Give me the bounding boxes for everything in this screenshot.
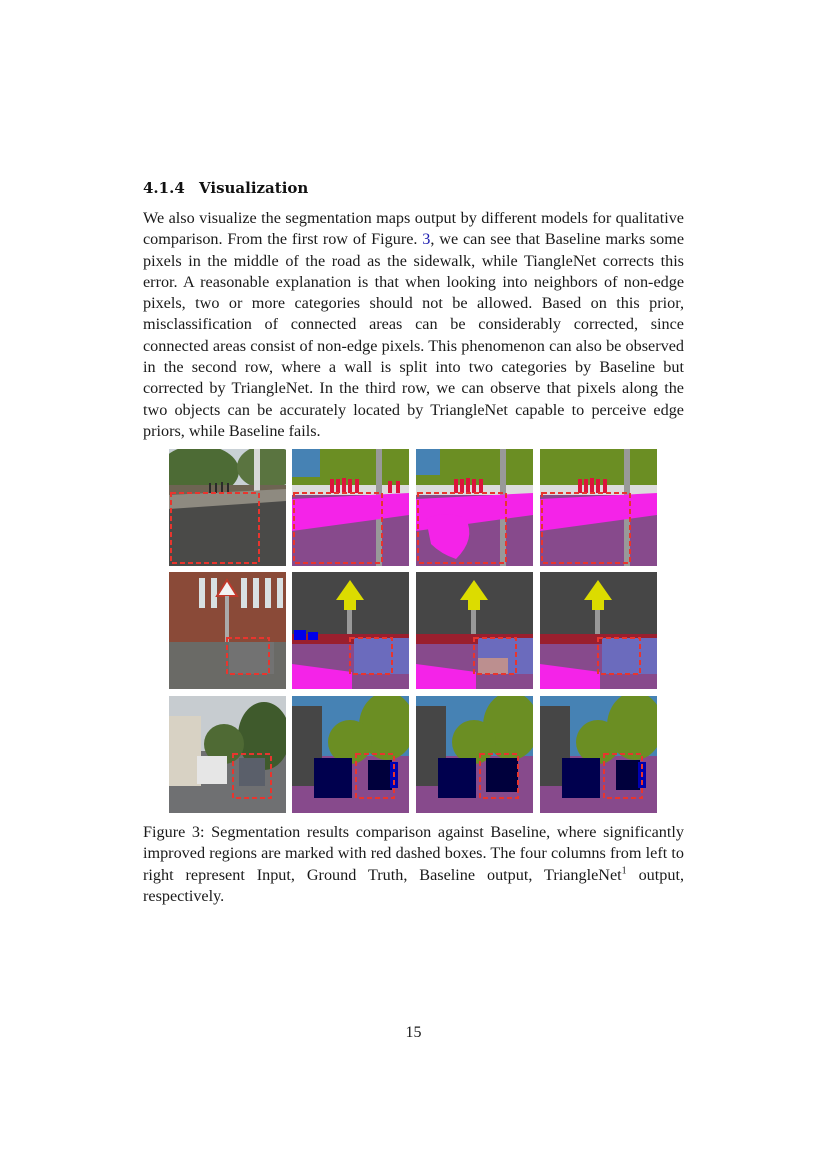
body-paragraph [143, 208, 684, 442]
figure-3-grid [169, 449, 657, 813]
row3-ground-truth-map [292, 696, 409, 813]
caption-tail-text: output, respectively. [143, 865, 684, 905]
figure-caption [143, 822, 684, 907]
page-number: 15 [405, 1024, 422, 1041]
row1-baseline-map [416, 449, 533, 566]
section-number: 4.1.4 [143, 179, 185, 197]
row2-baseline-map [416, 572, 533, 689]
caption-main-text: Figure 3: Segmentation results comparison against Baseline, where significantly improved regions are marked with red dashed boxes. The four columns from left to right represent Input, Ground Truth, Baseline output, TriangleNet [143, 823, 684, 884]
row1-trianglenet-map [540, 449, 657, 566]
section-title: Visualization [199, 179, 309, 197]
body-text-part2: , we can see that Baseline marks some pixels in the middle of the road as the sidewalk, while TiangleNet corrects this error. A reasonable explanation is that when looking into neighbors of non-edge pixels, two or more categories should not be allowed. Based on this prior, misclassification of connected areas can be considerably corrected, since connected areas consist of non-edge pixels. This phenomenon can also be observed in the second row, where a wall is split into two categories by Baseline but corrected by TriangleNet. In the third row, we can observe that pixels along the two objects can be accurately located by TriangleNet capable to perceive edge priors, while Baseline fails. [143, 230, 685, 440]
footnote-marker[interactable]: 1 [621, 865, 627, 877]
row3-baseline-map [416, 696, 533, 813]
section-heading [143, 179, 308, 197]
body-text-part1: We also visualize the segmentation maps output by different models for qualitative comparison. From the first row of Figure. [143, 209, 684, 249]
row3-input-image [169, 696, 286, 813]
figure-reference-link[interactable]: 3 [422, 230, 431, 249]
row2-trianglenet-map [540, 572, 657, 689]
row1-ground-truth-map [292, 449, 409, 566]
row1-input-image [169, 449, 286, 566]
row2-ground-truth-map [292, 572, 409, 689]
row3-trianglenet-map [540, 696, 657, 813]
row2-input-image [169, 572, 286, 689]
